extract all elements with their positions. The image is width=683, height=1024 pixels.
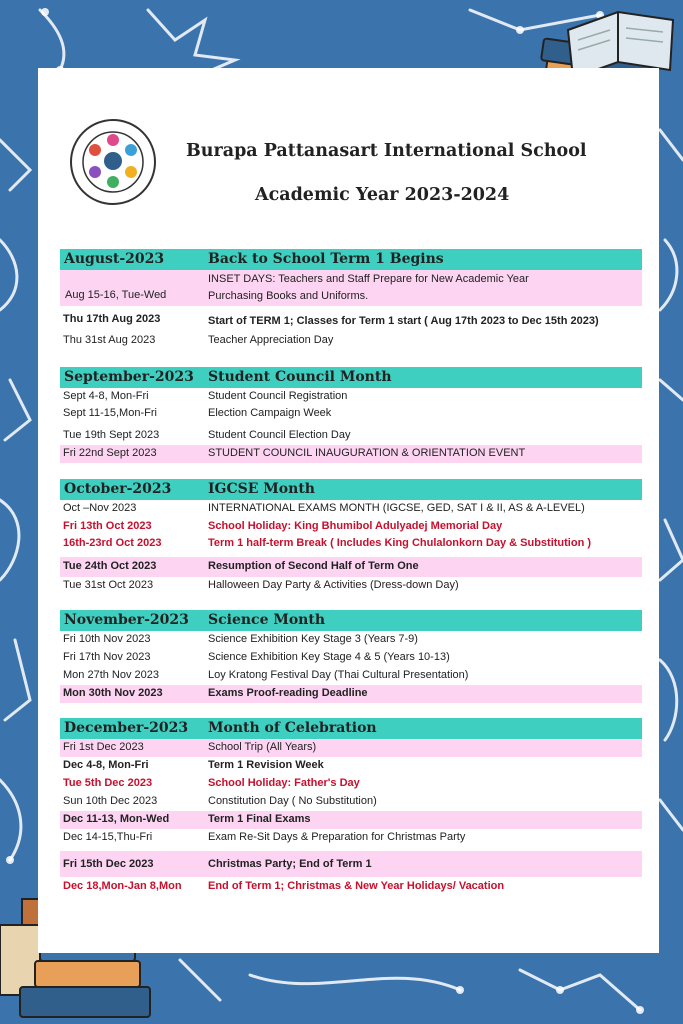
month-theme: Back to School Term 1 Begins bbox=[208, 251, 444, 267]
month-theme: Month of Celebration bbox=[208, 720, 377, 736]
calendar-row bbox=[60, 793, 642, 811]
row-event: School Trip (All Years) bbox=[208, 741, 317, 753]
row-event: Science Exhibition Key Stage 3 (Years 7-9) bbox=[208, 633, 418, 645]
section-header bbox=[60, 718, 642, 739]
row-event: School Holiday: King Bhumibol Adulyadej Memorial Day bbox=[208, 520, 503, 532]
row-event: Exam Re-Sit Days & Preparation for Christmas Party bbox=[208, 831, 466, 843]
row-date: Sept 11-15,Mon-Fri bbox=[63, 407, 157, 419]
calendar-row bbox=[60, 518, 642, 536]
calendar-row bbox=[60, 685, 642, 703]
month-theme: Student Council Month bbox=[208, 369, 392, 385]
row-date: Tue 19th Sept 2023 bbox=[63, 429, 160, 441]
academic-year: Academic Year 2023-2024 bbox=[255, 185, 510, 205]
row-date: Aug 15-16, Tue-Wed bbox=[65, 289, 167, 301]
calendar-row bbox=[60, 536, 642, 554]
row-event: STUDENT COUNCIL INAUGURATION & ORIENTATION EVENT bbox=[208, 447, 526, 459]
calendar-row bbox=[60, 829, 642, 847]
row-event: Student Council Election Day bbox=[208, 429, 351, 441]
row-event: Election Campaign Week bbox=[208, 407, 332, 419]
month-label: October-2023 bbox=[64, 481, 172, 497]
school-logo bbox=[69, 118, 157, 206]
section-december bbox=[60, 718, 642, 897]
row-date: Dec 14-15,Thu-Fri bbox=[63, 831, 153, 843]
row-date: Dec 11-13, Mon-Wed bbox=[63, 813, 170, 825]
row-date: Dec 4-8, Mon-Fri bbox=[63, 759, 149, 771]
row-event: Halloween Day Party & Activities (Dress-down Day) bbox=[208, 579, 459, 591]
calendar-row bbox=[60, 426, 642, 443]
row-date: Fri 15th Dec 2023 bbox=[63, 858, 154, 870]
calendar-row bbox=[60, 757, 642, 775]
row-event: School Holiday: Father's Day bbox=[208, 777, 360, 789]
row-event: INTERNATIONAL EXAMS MONTH (IGCSE, GED, SAT I & II, AS & A-LEVEL) bbox=[208, 502, 585, 514]
calendar-row bbox=[60, 739, 642, 757]
row-date: Mon 27th Nov 2023 bbox=[63, 669, 160, 681]
row-date: Sept 4-8, Mon-Fri bbox=[63, 390, 149, 402]
calendar-row bbox=[60, 811, 642, 829]
row-date: Fri 10th Nov 2023 bbox=[63, 633, 151, 645]
calendar-row bbox=[60, 310, 642, 330]
row-date: Thu 17th Aug 2023 bbox=[63, 313, 161, 325]
section-october bbox=[60, 479, 642, 596]
calendar-row bbox=[60, 851, 642, 877]
row-date: Fri 17th Nov 2023 bbox=[63, 651, 151, 663]
calendar-row bbox=[60, 877, 642, 897]
row-event: INSET DAYS: Teachers and Staff Prepare for New Academic Year bbox=[208, 273, 529, 285]
month-theme: Science Month bbox=[208, 612, 326, 628]
row-event: Constitution Day ( No Substitution) bbox=[208, 795, 377, 807]
calendar-row bbox=[60, 577, 642, 596]
calendar-row bbox=[60, 406, 642, 426]
school-name: Burapa Pattanasart International School bbox=[186, 141, 587, 161]
row-date: Fri 22nd Sept 2023 bbox=[63, 447, 157, 459]
row-event: Science Exhibition Key Stage 4 & 5 (Years 10-13) bbox=[208, 651, 450, 663]
row-event: Loy Kratong Festival Day (Thai Cultural Presentation) bbox=[208, 669, 469, 681]
calendar-row bbox=[60, 445, 642, 463]
section-header bbox=[60, 249, 642, 270]
month-label: September-2023 bbox=[64, 369, 194, 385]
calendar-row bbox=[60, 649, 642, 667]
row-event: Christmas Party; End of Term 1 bbox=[208, 858, 372, 870]
row-date: Mon 30th Nov 2023 bbox=[63, 687, 163, 699]
section-august bbox=[60, 249, 642, 350]
row-event: Student Council Registration bbox=[208, 390, 348, 402]
row-event: End of Term 1; Christmas & New Year Holidays/ Vacation bbox=[208, 880, 505, 892]
calendar-row bbox=[60, 667, 642, 685]
calendar-row bbox=[60, 557, 642, 577]
row-date: Dec 18,Mon-Jan 8,Mon bbox=[63, 880, 182, 892]
calendar-row bbox=[60, 631, 642, 649]
row-event: Resumption of Second Half of Term One bbox=[208, 560, 419, 572]
row-date: Fri 13th Oct 2023 bbox=[63, 520, 152, 532]
calendar-card bbox=[38, 68, 659, 953]
calendar-row bbox=[60, 270, 642, 306]
row-date: Sun 10th Dec 2023 bbox=[63, 795, 158, 807]
section-header bbox=[60, 479, 642, 500]
row-event: Start of TERM 1; Classes for Term 1 start ( Aug 17th 2023 to Dec 15th 2023) bbox=[208, 315, 599, 327]
section-header bbox=[60, 610, 642, 631]
calendar-row bbox=[60, 500, 642, 518]
month-label: December-2023 bbox=[64, 720, 189, 736]
section-header bbox=[60, 367, 642, 388]
row-event: Exams Proof-reading Deadline bbox=[208, 687, 368, 699]
month-theme: IGCSE Month bbox=[208, 481, 315, 497]
calendar-row bbox=[60, 775, 642, 793]
row-event: Teacher Appreciation Day bbox=[208, 334, 334, 346]
section-november bbox=[60, 610, 642, 703]
row-date: Thu 31st Aug 2023 bbox=[63, 334, 156, 346]
month-label: November-2023 bbox=[64, 612, 189, 628]
row-date: Tue 24th Oct 2023 bbox=[63, 560, 157, 572]
row-event-line2: Purchasing Books and Uniforms. bbox=[208, 290, 369, 302]
row-date: Oct –Nov 2023 bbox=[63, 502, 137, 514]
row-date: 16th-23rd Oct 2023 bbox=[63, 537, 162, 549]
calendar-row bbox=[60, 388, 642, 406]
calendar-row bbox=[60, 330, 642, 350]
row-date: Fri 1st Dec 2023 bbox=[63, 741, 144, 753]
row-date: Tue 31st Oct 2023 bbox=[63, 579, 154, 591]
row-event: Term 1 half-term Break ( Includes King Chulalonkorn Day & Substitution ) bbox=[208, 537, 592, 549]
section-september bbox=[60, 367, 642, 463]
row-event: Term 1 Final Exams bbox=[208, 813, 311, 825]
row-event: Term 1 Revision Week bbox=[208, 759, 324, 771]
month-label: August-2023 bbox=[64, 251, 165, 267]
row-date: Tue 5th Dec 2023 bbox=[63, 777, 153, 789]
